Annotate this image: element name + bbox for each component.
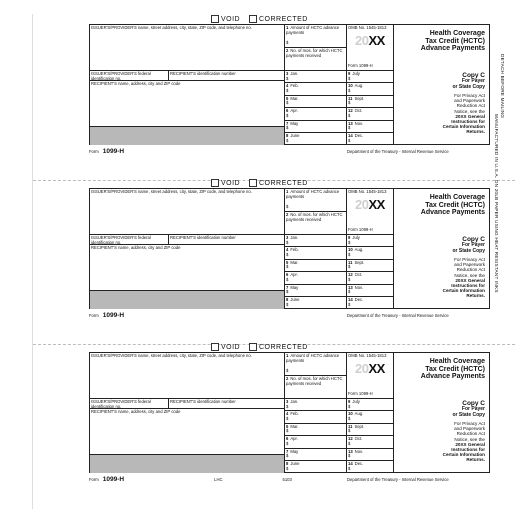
month-box[interactable] <box>347 96 394 108</box>
footer-dept: Department of the Treasury - Internal Revenue Service <box>347 476 449 482</box>
year-prefix: 20 <box>355 361 369 376</box>
footer-form-label: Form <box>89 476 99 482</box>
month-label: Aug. <box>354 247 364 253</box>
month-box[interactable] <box>347 83 394 95</box>
privacy-line: For Privacy Act <box>454 421 485 426</box>
month-label: Nov. <box>354 448 363 454</box>
privacy-line: Instructions for <box>451 119 485 125</box>
privacy-line: Certain Information <box>442 124 485 130</box>
month-label: July <box>352 235 360 240</box>
issuer-fed-id-label: ISSUER'S/PROVIDER'S federal identification no. <box>91 71 151 81</box>
footer-lhc: LHC <box>214 476 223 482</box>
box-number: 10 <box>348 411 353 417</box>
issuer-label: ISSUER'S/PROVIDER'S name, street address, city, state, ZIP code, and telephone no. <box>91 353 252 358</box>
dollar-sign: $ <box>286 264 289 270</box>
month-box[interactable] <box>285 133 347 145</box>
box-number: 11 <box>348 423 353 429</box>
privacy-line: Instructions for <box>451 283 485 289</box>
box-number: 13 <box>348 448 353 454</box>
dollar-sign: $ <box>348 112 351 118</box>
title-line: Tax Credit (HCTC) <box>425 365 485 373</box>
recipient-id-field[interactable] <box>169 71 285 81</box>
year-prefix: 20 <box>355 197 369 212</box>
box-number: 5 <box>286 95 289 101</box>
form-footer <box>89 473 490 485</box>
form-1099-h-copy <box>89 342 490 489</box>
privacy-line: For Privacy Act <box>454 257 485 262</box>
box2-field[interactable] <box>285 376 347 399</box>
box2-field[interactable] <box>285 212 347 235</box>
detach-text: DETACH BEFORE MAILING <box>500 54 505 119</box>
form-footer <box>89 145 490 157</box>
box-number: 2 <box>286 376 289 381</box>
dollar-sign: $ <box>348 264 351 270</box>
month-box[interactable] <box>347 260 394 272</box>
dollar-sign: $ <box>286 403 289 409</box>
omb-year-field <box>347 353 394 399</box>
month-label: Feb. <box>290 411 299 417</box>
title-line: Health Coverage <box>429 30 485 37</box>
box1-label: Amount of HCTC advance payments <box>286 189 340 199</box>
tax-year <box>355 197 385 212</box>
month-label: Mar. <box>290 95 299 101</box>
issuer-fed-id-field[interactable] <box>90 399 169 409</box>
month-label: Feb. <box>290 83 299 89</box>
dollar-sign: $ <box>348 75 351 81</box>
month-label: Oct. <box>354 272 363 278</box>
dollar-sign: $ <box>348 125 351 131</box>
copy-info <box>394 399 489 473</box>
month-box[interactable] <box>285 424 347 436</box>
month-label: Sept. <box>354 423 365 429</box>
recipient-address-label: RECIPIENT'S name, address, city and ZIP code <box>91 81 181 86</box>
month-label: Feb. <box>290 247 299 253</box>
issuer-fed-id-field[interactable] <box>90 235 169 245</box>
dollar-sign: $ <box>286 87 289 93</box>
copy-sub: For Payer <box>461 242 485 248</box>
corrected-label: CORRECTED <box>259 15 308 23</box>
box-number: 1 <box>286 353 289 358</box>
title-line: Tax Credit (HCTC) <box>425 37 485 45</box>
box2-field[interactable] <box>285 48 347 71</box>
checkbox-icon <box>211 343 219 351</box>
month-label: Jan. <box>290 399 299 404</box>
dollar-sign: $ <box>348 415 351 421</box>
footer-form-label: Form <box>89 312 99 318</box>
dollar-sign: $ <box>286 125 289 131</box>
issuer-name-field[interactable] <box>90 25 285 71</box>
month-box[interactable] <box>285 121 347 133</box>
dollar-sign: $ <box>348 428 351 434</box>
dollar-sign: $ <box>348 403 351 409</box>
month-box[interactable] <box>347 297 394 309</box>
form-title <box>394 29 489 69</box>
dollar-sign: $ <box>286 465 289 471</box>
title-line: Advance Payments <box>420 209 485 216</box>
box-number: 2 <box>286 212 289 217</box>
box-number: 6 <box>286 272 289 278</box>
privacy-line: Notice, see the <box>454 108 485 114</box>
box-number: 6 <box>286 436 289 442</box>
issuer-fed-id-label: ISSUER'S/PROVIDER'S federal identification no. <box>91 399 151 409</box>
box-number: 10 <box>348 247 353 253</box>
box-number: 11 <box>348 259 353 265</box>
month-box[interactable] <box>285 235 347 247</box>
box1-field[interactable] <box>285 189 347 212</box>
dollar-sign: $ <box>286 415 289 421</box>
box-number: 2 <box>286 48 289 53</box>
dollar-sign: $ <box>286 453 289 459</box>
footer-form-label: Form <box>89 148 99 154</box>
month-label: Sept. <box>354 95 365 101</box>
box1-field[interactable] <box>285 353 347 376</box>
month-box[interactable] <box>347 424 394 436</box>
box-number: 4 <box>286 247 289 253</box>
form-grid <box>89 188 490 309</box>
box1-label: Amount of HCTC advance payments <box>286 25 340 35</box>
month-box[interactable] <box>285 108 347 120</box>
box-number: 1 <box>286 189 289 194</box>
title-line: Advance Payments <box>420 373 485 380</box>
copy-label: Copy C <box>462 236 485 243</box>
month-box[interactable] <box>285 96 347 108</box>
void-label: VOID <box>221 15 241 23</box>
dollar-sign: $ <box>286 301 289 307</box>
year-suffix: XX <box>368 361 385 376</box>
box-number: 8 <box>286 133 289 138</box>
month-label: June <box>290 461 300 466</box>
recipient-id-label: RECIPIENT'S identification number <box>170 399 236 404</box>
dollar-sign: $ <box>286 289 289 295</box>
privacy-line: Reduction Act <box>456 267 485 273</box>
footer-dept: Department of the Treasury - Internal Revenue Service <box>347 312 449 318</box>
month-label: Dec. <box>354 133 364 138</box>
checkbox-icon <box>249 15 257 23</box>
title-line: Advance Payments <box>420 45 485 52</box>
dollar-sign: $ <box>348 276 351 282</box>
omb-year-field <box>347 25 394 71</box>
shaded-area <box>90 126 285 145</box>
privacy-line: Reduction Act <box>456 103 485 109</box>
recipient-id-label: RECIPIENT'S identification number <box>170 235 236 240</box>
form-id: Form 1099-H <box>348 227 373 233</box>
dollar-sign: $ <box>286 204 289 210</box>
dollar-sign: $ <box>286 428 289 434</box>
recipient-id-field[interactable] <box>169 399 285 409</box>
month-label: Sept. <box>354 259 365 265</box>
dollar-sign: $ <box>286 368 289 374</box>
issuer-label: ISSUER'S/PROVIDER'S name, street address, city, state, ZIP code, and telephone no. <box>91 25 252 30</box>
month-box[interactable] <box>285 436 347 448</box>
month-box[interactable] <box>347 399 394 411</box>
box-number: 7 <box>286 284 289 290</box>
issuer-name-field[interactable] <box>90 189 285 235</box>
box-number: 14 <box>348 297 353 302</box>
void-label: VOID <box>221 343 241 351</box>
box-number: 14 <box>348 133 353 138</box>
box-number: 14 <box>348 461 353 466</box>
month-label: Dec. <box>354 297 364 302</box>
title-line: Tax Credit (HCTC) <box>425 201 485 209</box>
month-box[interactable] <box>347 449 394 461</box>
month-label: Aug. <box>354 411 364 417</box>
box-number: 9 <box>348 399 351 404</box>
month-label: Jan. <box>290 71 299 76</box>
recipient-id-label: RECIPIENT'S identification number <box>170 71 236 76</box>
privacy-line: Returns. <box>466 129 485 135</box>
dollar-sign: $ <box>286 276 289 282</box>
dollar-sign: $ <box>348 87 351 93</box>
box-number: 6 <box>286 108 289 114</box>
recipient-address-label: RECIPIENT'S name, address, city and ZIP code <box>91 409 181 414</box>
dollar-sign: $ <box>286 100 289 106</box>
recipient-address-label: RECIPIENT'S name, address, city and ZIP code <box>91 245 181 250</box>
copy-label: Copy C <box>462 400 485 407</box>
year-suffix: XX <box>368 197 385 212</box>
copy-sub: For Payer <box>461 78 485 84</box>
box-number: 3 <box>286 71 289 76</box>
month-box[interactable] <box>347 411 394 423</box>
month-label: June <box>290 297 300 302</box>
month-box[interactable] <box>285 399 347 411</box>
privacy-line: Instructions for <box>451 447 485 453</box>
box-number: 8 <box>286 297 289 302</box>
dollar-sign: $ <box>348 465 351 471</box>
tax-year <box>355 361 385 376</box>
footer-form-number: 1099-H <box>102 311 125 319</box>
form-footer <box>89 309 490 321</box>
box1-label: Amount of HCTC advance payments <box>286 353 340 363</box>
month-box[interactable] <box>347 247 394 259</box>
month-label: Nov. <box>354 120 363 126</box>
month-box[interactable] <box>285 411 347 423</box>
dollar-sign: $ <box>286 112 289 118</box>
month-box[interactable] <box>285 285 347 297</box>
month-box[interactable] <box>347 71 394 83</box>
void-checkbox[interactable] <box>211 178 240 188</box>
box-number: 13 <box>348 284 353 290</box>
month-box[interactable] <box>347 133 394 145</box>
month-label: Dec. <box>354 461 364 466</box>
omb-number: OMB No. 1545-1813 <box>348 25 387 30</box>
month-label: Aug. <box>354 83 364 89</box>
month-box[interactable] <box>347 285 394 297</box>
privacy-line: Certain Information <box>442 452 485 458</box>
title-line: Health Coverage <box>429 358 485 365</box>
month-label: Oct. <box>354 436 363 442</box>
box-number: 7 <box>286 448 289 454</box>
privacy-line: 20XX General <box>455 441 485 447</box>
footer-code: 5103 <box>282 476 292 482</box>
month-box[interactable] <box>285 461 347 473</box>
month-label: Apr. <box>290 108 298 114</box>
dollar-sign: $ <box>348 100 351 106</box>
checkbox-icon <box>249 179 257 187</box>
privacy-line: Returns. <box>466 457 485 463</box>
footer-form-number: 1099-H <box>102 475 125 483</box>
shaded-area <box>90 454 285 473</box>
month-box[interactable] <box>285 449 347 461</box>
corrected-checkbox[interactable] <box>249 14 308 24</box>
shaded-area <box>90 290 285 309</box>
box-number: 9 <box>348 235 351 240</box>
form-title <box>394 193 489 233</box>
box-number: 8 <box>286 461 289 466</box>
year-suffix: XX <box>368 33 385 48</box>
month-box[interactable] <box>347 436 394 448</box>
privacy-line: Notice, see the <box>454 272 485 278</box>
month-box[interactable] <box>285 71 347 83</box>
box-number: 4 <box>286 411 289 417</box>
issuer-name-field[interactable] <box>90 353 285 399</box>
copy-sub: or State Copy <box>452 247 485 254</box>
dollar-sign: $ <box>348 251 351 257</box>
corrected-label: CORRECTED <box>259 343 308 351</box>
omb-year-field <box>347 189 394 235</box>
privacy-line: and Paperwork <box>454 262 485 268</box>
privacy-line: For Privacy Act <box>454 93 485 98</box>
recipient-id-field[interactable] <box>169 235 285 245</box>
tax-year <box>355 33 385 48</box>
privacy-line: Reduction Act <box>456 431 485 437</box>
month-box[interactable] <box>285 260 347 272</box>
corrected-label: CORRECTED <box>259 179 308 187</box>
box-number: 4 <box>286 83 289 89</box>
form-1099-h-copy <box>89 14 490 161</box>
form-grid <box>89 24 490 145</box>
privacy-line: Certain Information <box>442 288 485 294</box>
dollar-sign: $ <box>286 40 289 46</box>
dollar-sign: $ <box>348 440 351 446</box>
corrected-checkbox[interactable] <box>249 178 308 188</box>
title-line: Health Coverage <box>429 194 485 201</box>
dollar-sign: $ <box>348 137 351 143</box>
omb-number: OMB No. 1545-1813 <box>348 189 387 194</box>
box-number: 3 <box>286 399 289 404</box>
month-label: Jan. <box>290 235 299 240</box>
copy-sub: For Payer <box>461 406 485 412</box>
month-label: Oct. <box>354 108 363 114</box>
privacy-line: Returns. <box>466 293 485 299</box>
dollar-sign: $ <box>348 239 351 245</box>
copy-info <box>394 71 489 145</box>
box-number: 7 <box>286 120 289 126</box>
privacy-line: and Paperwork <box>454 426 485 432</box>
month-box[interactable] <box>347 235 394 247</box>
issuer-fed-id-label: ISSUER'S/PROVIDER'S federal identification no. <box>91 235 151 245</box>
issuer-label: ISSUER'S/PROVIDER'S name, street address, city, state, ZIP code, and telephone no. <box>91 189 252 194</box>
box2-label: No. of mos. for which HCTC payments received <box>286 48 343 58</box>
dollar-sign: $ <box>348 453 351 459</box>
dollar-sign: $ <box>286 75 289 81</box>
month-label: Mar. <box>290 259 299 265</box>
dollar-sign: $ <box>286 239 289 245</box>
copy-label: Copy C <box>462 72 485 79</box>
corrected-checkbox[interactable] <box>249 342 308 352</box>
month-label: Apr. <box>290 272 298 278</box>
manufacturing-text: MANUFACTURED IN U.S.A. ON 20LB PAPER USING HEAT RESISTANT INKS <box>494 114 499 293</box>
box-number: 11 <box>348 95 353 101</box>
void-checkbox[interactable] <box>211 14 240 24</box>
checkbox-icon <box>249 343 257 351</box>
month-box[interactable] <box>347 121 394 133</box>
month-box[interactable] <box>285 83 347 95</box>
footer-form-number: 1099-H <box>102 147 125 155</box>
dollar-sign: $ <box>286 137 289 143</box>
copy-info <box>394 235 489 309</box>
box2-label: No. of mos. for which HCTC payments received <box>286 376 343 386</box>
box-number: 1 <box>286 25 289 30</box>
form-title <box>394 357 489 397</box>
box-number: 10 <box>348 83 353 89</box>
form-id: Form 1099-H <box>348 391 373 397</box>
box-number: 12 <box>348 272 353 278</box>
dollar-sign: $ <box>348 301 351 307</box>
month-box[interactable] <box>285 247 347 259</box>
checkbox-icon <box>211 15 219 23</box>
month-label: June <box>290 133 300 138</box>
box-number: 13 <box>348 120 353 126</box>
privacy-line: Notice, see the <box>454 436 485 442</box>
month-label: Apr. <box>290 436 298 442</box>
form-1099-h-copy <box>89 178 490 325</box>
month-label: July <box>352 71 360 76</box>
year-prefix: 20 <box>355 33 369 48</box>
form-sheet <box>32 14 515 509</box>
side-text <box>491 54 513 414</box>
month-label: May <box>290 120 299 126</box>
form-id: Form 1099-H <box>348 63 373 69</box>
box-number: 3 <box>286 235 289 240</box>
month-label: Nov. <box>354 284 363 290</box>
month-box[interactable] <box>347 461 394 473</box>
month-box[interactable] <box>285 272 347 284</box>
box-number: 12 <box>348 108 353 114</box>
month-label: July <box>352 399 360 404</box>
dollar-sign: $ <box>348 289 351 295</box>
month-box[interactable] <box>347 272 394 284</box>
month-label: May <box>290 284 299 290</box>
privacy-line: and Paperwork <box>454 98 485 104</box>
month-label: Mar. <box>290 423 299 429</box>
box-number: 5 <box>286 423 289 429</box>
form-grid <box>89 352 490 473</box>
privacy-line: 20XX General <box>455 113 485 119</box>
dollar-sign: $ <box>286 251 289 257</box>
omb-number: OMB No. 1545-1813 <box>348 353 387 358</box>
copy-sub: or State Copy <box>452 83 485 90</box>
box-number: 12 <box>348 436 353 442</box>
box2-label: No. of mos. for which HCTC payments received <box>286 212 343 222</box>
month-label: May <box>290 448 299 454</box>
dollar-sign: $ <box>286 440 289 446</box>
checkbox-icon <box>211 179 219 187</box>
issuer-fed-id-field[interactable] <box>90 71 169 81</box>
copy-sub: or State Copy <box>452 411 485 418</box>
privacy-line: 20XX General <box>455 277 485 283</box>
month-box[interactable] <box>347 108 394 120</box>
box-number: 9 <box>348 71 351 76</box>
void-checkbox[interactable] <box>211 342 240 352</box>
box1-field[interactable] <box>285 25 347 48</box>
void-label: VOID <box>221 179 241 187</box>
footer-dept: Department of the Treasury - Internal Revenue Service <box>347 148 449 154</box>
box-number: 5 <box>286 259 289 265</box>
month-box[interactable] <box>285 297 347 309</box>
